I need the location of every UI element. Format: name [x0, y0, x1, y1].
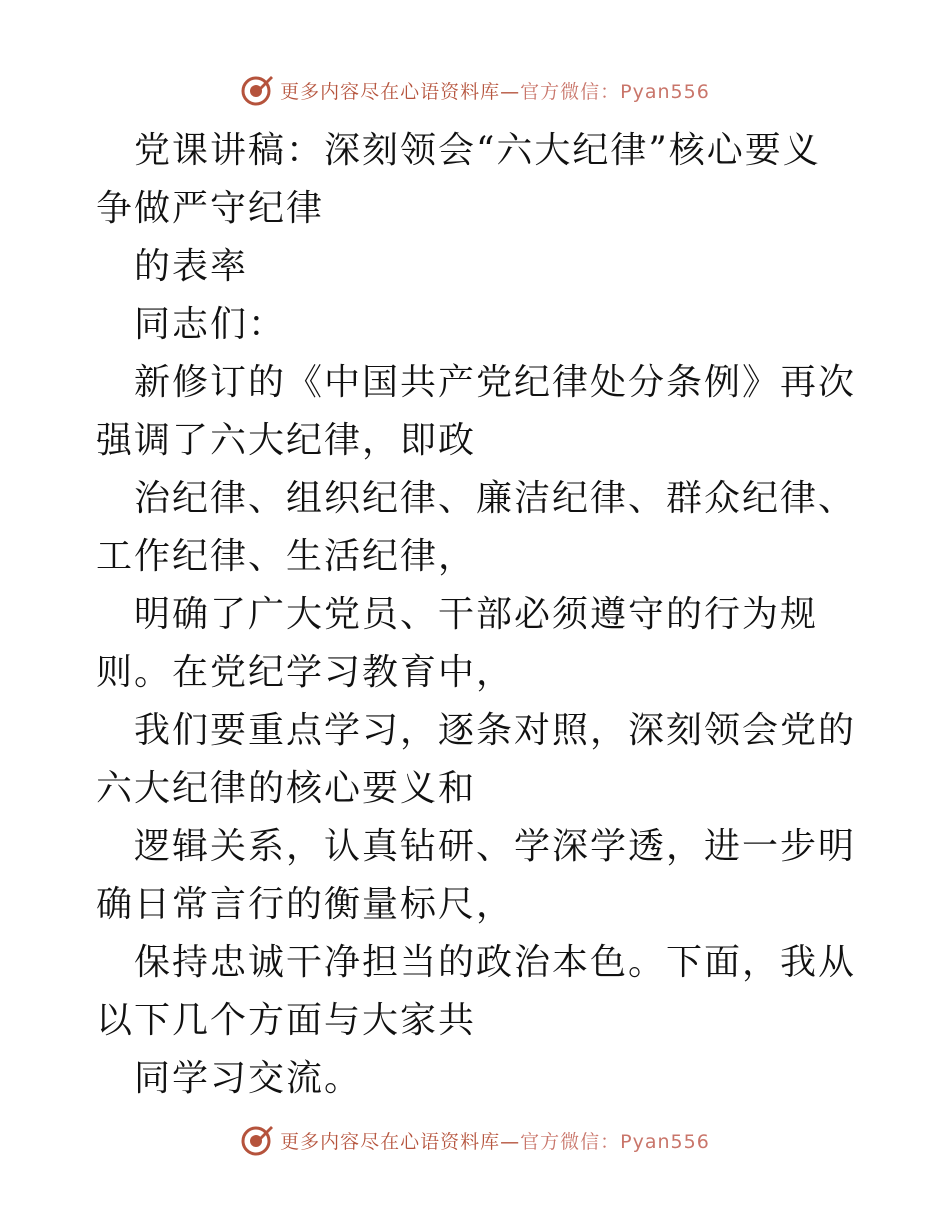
document-title-line-2: 的表率	[134, 246, 249, 287]
watermark-separator: —	[500, 1130, 521, 1153]
body-paragraph: 保持忠诚干净担当的政治本色。下面，我从以下几个方面与大家共	[96, 942, 857, 1041]
watermark-wechat-text: 官方微信：Pyan556	[520, 80, 710, 103]
watermark-main-text: 更多内容尽在心语资料库	[280, 80, 501, 103]
watermark-separator: —	[500, 80, 521, 103]
body-paragraph: 明确了广大党员、干部必须遵守的行为规则。在党纪学习教育中，	[96, 594, 819, 693]
body-paragraph: 治纪律、组织纪律、廉洁纪律、群众纪律、工作纪律、生活纪律，	[96, 478, 857, 577]
body-paragraph: 逻辑关系，认真钻研、学深学透，进一步明确日常言行的衡量标尺，	[96, 826, 857, 925]
body-paragraph: 新修订的《中国共产党纪律处分条例》再次强调了六大纪律，即政	[96, 362, 857, 461]
watermark-wechat-text: 官方微信：Pyan556	[520, 1130, 710, 1153]
footer-watermark	[0, 1120, 950, 1160]
body-paragraph: 我们要重点学习，逐条对照，深刻领会党的六大纪律的核心要义和	[96, 710, 857, 809]
pen-logo-icon	[240, 73, 274, 107]
pen-logo-icon	[240, 1123, 274, 1157]
body-paragraph: 同学习交流。	[134, 1058, 363, 1099]
document-title-line-1: 党课讲稿：深刻领会“六大纪律”核心要义争做严守纪律	[96, 130, 821, 229]
header-watermark	[0, 70, 950, 110]
document-body	[96, 122, 856, 1108]
watermark-main-text: 更多内容尽在心语资料库	[280, 1130, 501, 1153]
salutation: 同志们：	[134, 304, 287, 345]
